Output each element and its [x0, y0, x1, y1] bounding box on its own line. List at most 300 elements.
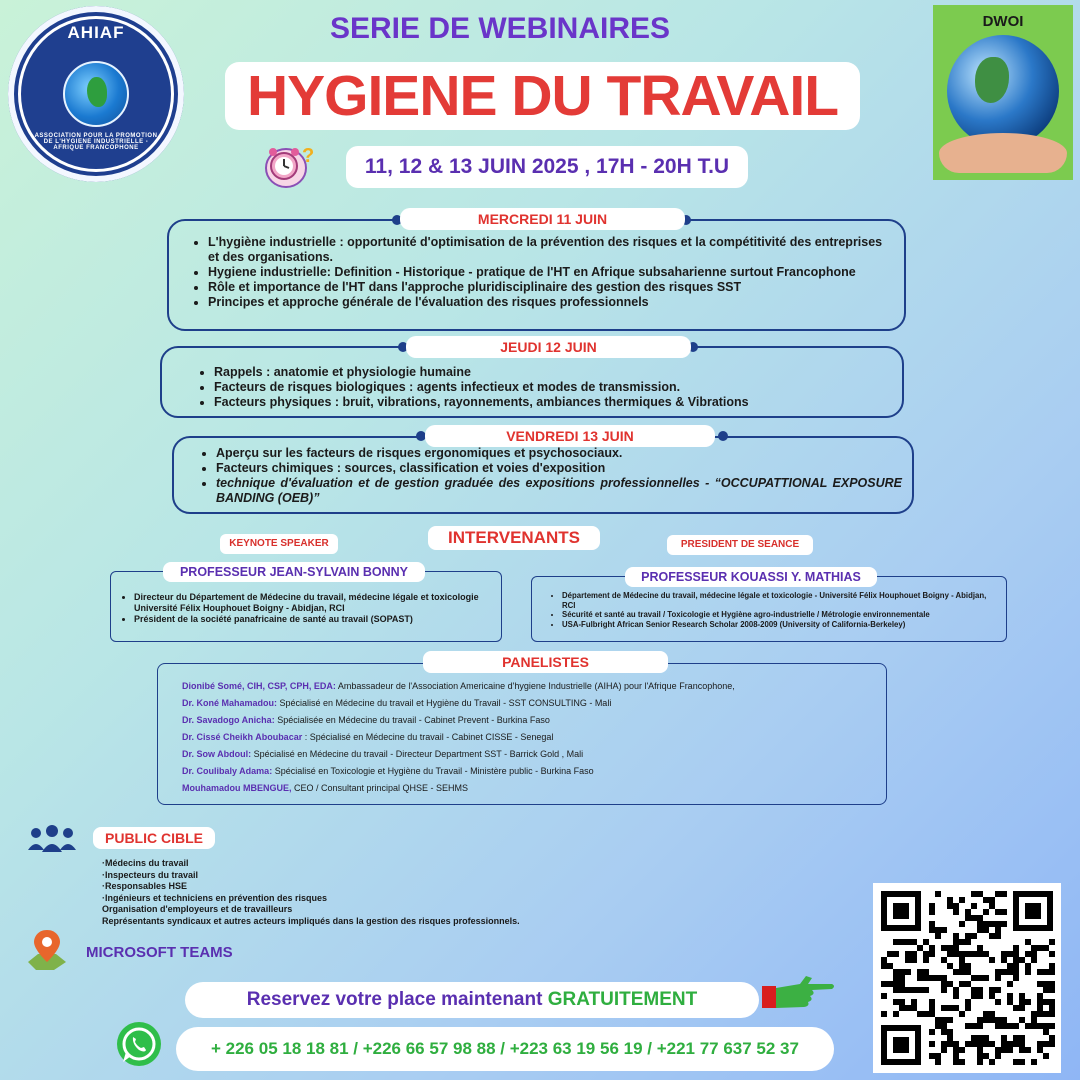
qr-module	[977, 951, 983, 957]
qr-module	[977, 927, 983, 933]
qr-module	[1031, 945, 1037, 951]
qr-module	[929, 1029, 935, 1035]
qr-module	[1007, 1041, 1013, 1047]
qr-module	[1001, 921, 1007, 927]
qr-module	[1013, 1059, 1019, 1065]
panel-member	[182, 765, 882, 777]
qr-module	[983, 897, 989, 903]
qr-module	[977, 1035, 983, 1041]
qr-module	[977, 915, 983, 921]
panel-member-desc: : Spécialisé en Médecine du travail - Cabinet CISSE - Senegal	[302, 732, 554, 742]
series-subtitle: SERIE DE WEBINAIRES	[329, 12, 671, 45]
keynote-tag: KEYNOTE SPEAKER	[220, 534, 338, 554]
qr-module	[1001, 891, 1007, 897]
qr-module	[941, 987, 947, 993]
qr-module	[971, 891, 977, 897]
qr-module	[1043, 1041, 1049, 1047]
qr-module	[989, 993, 995, 999]
qr-module	[1001, 1047, 1007, 1053]
qr-module	[929, 951, 935, 957]
qr-module	[935, 891, 941, 897]
qr-module	[1025, 999, 1031, 1005]
qr-module	[1001, 957, 1007, 963]
qr-module	[965, 963, 971, 969]
qr-module	[965, 909, 971, 915]
qr-module	[929, 1005, 935, 1011]
qr-module	[899, 975, 905, 981]
qr-module	[905, 939, 911, 945]
qr-module	[893, 951, 899, 957]
reserve-button[interactable]	[185, 982, 759, 1018]
reserve-text: Reservez votre place maintenant	[246, 989, 548, 1010]
qr-module	[1013, 945, 1019, 951]
qr-module	[983, 1011, 989, 1017]
qr-module	[929, 999, 935, 1005]
map-pin-icon	[26, 928, 68, 972]
panel-member-desc: Spécialisé en Toxicologie et Hygiène du Travail - Ministère public - Burkina Faso	[272, 766, 594, 776]
president-name: PROFESSEUR KOUASSI Y. MATHIAS	[625, 567, 877, 587]
qr-module	[995, 891, 1001, 897]
qr-module	[995, 975, 1001, 981]
panel-member	[182, 714, 882, 726]
qr-module	[1007, 999, 1013, 1005]
qr-module	[971, 903, 977, 909]
qr-module	[995, 1053, 1001, 1059]
qr-module	[1049, 951, 1055, 957]
qr-module	[947, 903, 953, 909]
dot-marker	[718, 431, 728, 441]
logo-ring-text: ASSOCIATION POUR LA PROMOTION DE L'HYGIENE INDUSTRIELLE - AFRIQUE FRANCOPHONE	[34, 133, 158, 151]
qr-module	[893, 999, 899, 1005]
qr-module	[1031, 1059, 1037, 1065]
qr-module	[1025, 1047, 1031, 1053]
qr-module	[911, 957, 917, 963]
day-label-wednesday: MERCREDI 11 JUIN	[400, 208, 685, 230]
qr-module	[1013, 975, 1019, 981]
alarm-clock-question-icon	[262, 140, 318, 192]
qr-module	[995, 1017, 1001, 1023]
qr-module	[911, 987, 917, 993]
logo-name: AHIAF	[67, 23, 125, 42]
qr-module	[1037, 981, 1043, 987]
qr-module	[977, 921, 983, 927]
qr-module	[1037, 1005, 1043, 1011]
qr-module	[935, 1059, 941, 1065]
qr-module	[1043, 1053, 1049, 1059]
qr-module	[1049, 1035, 1055, 1041]
list-item: • Rôle et importance de l'HT dans l'approche pluridisciplinaire des gestion des risques SST	[208, 280, 890, 295]
qr-module	[941, 1041, 947, 1047]
qr-module	[1025, 963, 1031, 969]
qr-module	[905, 969, 911, 975]
qr-module	[1007, 969, 1013, 975]
qr-module	[953, 1053, 959, 1059]
qr-module	[941, 945, 947, 951]
qr-module	[935, 927, 941, 933]
public-title: PUBLIC CIBLE	[93, 827, 215, 849]
qr-module	[983, 927, 989, 933]
day-label-thursday: JEUDI 12 JUIN	[406, 336, 691, 358]
qr-module	[1037, 1023, 1043, 1029]
qr-module	[1043, 987, 1049, 993]
panel-member-name: Mouhamadou MBENGUE,	[182, 783, 292, 793]
list-item: • USA-Fulbright African Senior Research Scholar 2008-2009 (University of California-Berkeley)	[562, 620, 1000, 630]
qr-module	[1007, 993, 1013, 999]
list-item: • technique d'évaluation et de gestion graduée des expositions professionnelles - “OCCUPATTIONAL EXPOSURE BANDING (OEB)”	[216, 476, 902, 506]
qr-module	[977, 1047, 983, 1053]
list-item: ·Inspecteurs du travail	[102, 869, 199, 880]
list-item: ·Ingénieurs et techniciens en prévention des risques	[102, 892, 328, 903]
day-items-friday	[194, 446, 902, 506]
qr-module	[983, 1035, 989, 1041]
whatsapp-icon	[115, 1020, 163, 1068]
qr-module	[1031, 951, 1037, 957]
hands-icon	[939, 133, 1067, 173]
qr-module	[929, 975, 935, 981]
panel-member	[182, 748, 882, 760]
qr-module	[911, 999, 917, 1005]
qr-module	[1013, 1035, 1019, 1041]
qr-module	[899, 987, 905, 993]
qr-module	[1001, 951, 1007, 957]
qr-module	[1049, 981, 1055, 987]
qr-module	[995, 1023, 1001, 1029]
qr-module	[965, 969, 971, 975]
qr-module	[1049, 1005, 1055, 1011]
qr-module	[995, 969, 1001, 975]
qr-module	[1025, 939, 1031, 945]
qr-module	[1037, 1047, 1043, 1053]
intervenants-title: INTERVENANTS	[428, 526, 600, 550]
qr-module	[1001, 1017, 1007, 1023]
qr-module	[1019, 1035, 1025, 1041]
qr-module	[983, 921, 989, 927]
event-dates: 11, 12 & 13 JUIN 2025 , 17H - 20H T.U	[364, 155, 730, 178]
qr-module	[947, 951, 953, 957]
qr-module	[989, 957, 995, 963]
qr-module	[983, 909, 989, 915]
qr-module	[1043, 1011, 1049, 1017]
reserve-free-text: GRATUITEMENT	[547, 989, 698, 1010]
qr-module	[959, 921, 965, 927]
qr-module	[971, 993, 977, 999]
qr-module	[1007, 1047, 1013, 1053]
qr-module	[977, 993, 983, 999]
pointing-hand-icon	[760, 970, 836, 1014]
qr-module	[923, 939, 929, 945]
qr-module	[947, 1029, 953, 1035]
qr-module	[893, 987, 899, 993]
qr-module	[947, 963, 953, 969]
qr-module	[965, 981, 971, 987]
panel-list	[182, 680, 882, 794]
qr-module	[947, 897, 953, 903]
qr-module	[1007, 981, 1013, 987]
qr-module	[935, 1023, 941, 1029]
qr-module	[923, 987, 929, 993]
qr-module	[1043, 999, 1049, 1005]
qr-module	[1001, 1041, 1007, 1047]
qr-module	[995, 1047, 1001, 1053]
qr-module	[977, 1017, 983, 1023]
qr-module	[1019, 1047, 1025, 1053]
qr-module	[881, 981, 887, 987]
qr-module	[965, 915, 971, 921]
qr-module	[1043, 969, 1049, 975]
qr-module	[1031, 1023, 1037, 1029]
day-items-thursday	[192, 365, 892, 410]
qr-module	[911, 1005, 917, 1011]
list-item: • Facteurs de risques biologiques : agents infectieux et modes de transmission.	[214, 380, 892, 395]
president-tag: PRESIDENT DE SEANCE	[667, 535, 813, 555]
qr-module	[965, 939, 971, 945]
qr-module	[947, 945, 953, 951]
list-item: • Hygiene industrielle: Definition - Historique - pratique de l'HT en Afrique subsaharienne surtout Francophone	[208, 265, 890, 280]
qr-module	[881, 963, 887, 969]
phone-numbers: + 226 05 18 18 81 / +226 66 57 98 88 / +223 63 19 56 19 / +221 77 637 52 37	[176, 1027, 834, 1071]
qr-module	[977, 945, 983, 951]
qr-module	[1013, 1005, 1019, 1011]
keynote-details	[120, 592, 492, 625]
qr-module	[893, 981, 899, 987]
qr-module	[947, 1017, 953, 1023]
panel-member-name: Dr. Sow Abdoul:	[182, 749, 252, 759]
qr-module	[971, 1035, 977, 1041]
qr-module	[959, 963, 965, 969]
list-item: • Aperçu sur les facteurs de risques ergonomiques et psychosociaux.	[216, 446, 902, 461]
qr-module	[947, 1005, 953, 1011]
qr-module	[1001, 909, 1007, 915]
panel-member-name: Dr. Cissé Cheikh Aboubacar	[182, 732, 303, 742]
qr-module	[965, 1023, 971, 1029]
qr-module	[971, 1041, 977, 1047]
list-item: Organisation d'employeurs et de travailleurs	[102, 904, 293, 915]
qr-module	[893, 969, 899, 975]
qr-module	[1013, 969, 1019, 975]
qr-module	[923, 975, 929, 981]
qr-module	[1049, 1041, 1055, 1047]
qr-module	[971, 933, 977, 939]
qr-module	[965, 951, 971, 957]
qr-module	[1019, 957, 1025, 963]
panel-member-desc: Ambassadeur de l'Association Americaine d'hygiene Industrielle (AIHA) pour l'Afrique Francophone,	[335, 681, 735, 691]
qr-module	[941, 927, 947, 933]
qr-module	[929, 945, 935, 951]
qr-module	[1019, 1059, 1025, 1065]
qr-module	[923, 951, 929, 957]
qr-module	[929, 1011, 935, 1017]
qr-module	[971, 915, 977, 921]
qr-module	[1019, 1005, 1025, 1011]
qr-module	[893, 975, 899, 981]
panel-member	[182, 697, 882, 709]
qr-module	[989, 987, 995, 993]
qr-module	[1007, 1023, 1013, 1029]
qr-module	[917, 969, 923, 975]
qr-module	[977, 1023, 983, 1029]
qr-module	[881, 993, 887, 999]
panel-member-name: Dr. Savadogo Anicha:	[182, 715, 275, 725]
qr-module	[965, 1041, 971, 1047]
panel-member	[182, 680, 882, 692]
qr-module	[953, 945, 959, 951]
qr-module	[989, 897, 995, 903]
qr-module	[1043, 981, 1049, 987]
qr-module	[911, 951, 917, 957]
qr-module	[941, 981, 947, 987]
list-item: ·Responsables HSE	[102, 881, 188, 892]
qr-module	[977, 891, 983, 897]
panel-member-name: Dr. Coulibaly Adama:	[182, 766, 273, 776]
qr-module	[953, 1047, 959, 1053]
qr-module	[947, 981, 953, 987]
qr-module	[947, 1041, 953, 1047]
earth-globe-icon	[947, 35, 1059, 147]
qr-module	[977, 975, 983, 981]
qr-module	[959, 957, 965, 963]
qr-module	[965, 999, 971, 1005]
qr-module	[983, 1017, 989, 1023]
qr-module	[929, 909, 935, 915]
qr-module	[983, 1053, 989, 1059]
qr-module	[1007, 951, 1013, 957]
qr-module	[1001, 1023, 1007, 1029]
qr-module	[965, 933, 971, 939]
qr-module	[1019, 1041, 1025, 1047]
qr-module	[887, 963, 893, 969]
public-list	[102, 858, 520, 928]
list-item: Représentants syndicaux et autres acteurs impliqués dans la gestion des risques professionnels.	[102, 915, 520, 926]
qr-module	[953, 951, 959, 957]
qr-module	[947, 1035, 953, 1041]
qr-module	[995, 927, 1001, 933]
panel-member-name: Dr. Koné Mahamadou:	[182, 698, 278, 708]
qr-module	[893, 1011, 899, 1017]
qr-module	[953, 1041, 959, 1047]
qr-module	[899, 981, 905, 987]
qr-module	[959, 1011, 965, 1017]
qr-module	[881, 957, 887, 963]
qr-module	[953, 987, 959, 993]
qr-module	[983, 975, 989, 981]
qr-module	[959, 969, 965, 975]
qr-module	[899, 939, 905, 945]
qr-module	[905, 951, 911, 957]
qr-module	[887, 981, 893, 987]
qr-module	[983, 951, 989, 957]
qr-module	[953, 993, 959, 999]
list-item: • Directeur du Département de Médecine du travail, médecine légale et toxicologie Université Félix Houphouet Boigny - Abidjan, RCI	[134, 592, 492, 614]
qr-module	[1019, 999, 1025, 1005]
day-label-friday: VENDREDI 13 JUIN	[425, 425, 715, 447]
qr-module	[1031, 1011, 1037, 1017]
qr-module	[881, 1011, 887, 1017]
qr-module	[929, 921, 935, 927]
qr-module	[989, 1041, 995, 1047]
qr-module	[1037, 1041, 1043, 1047]
qr-module	[1037, 1011, 1043, 1017]
qr-module	[959, 981, 965, 987]
date-banner	[346, 146, 748, 188]
qr-module	[929, 927, 935, 933]
qr-module	[935, 1017, 941, 1023]
qr-module	[959, 897, 965, 903]
qr-module	[935, 975, 941, 981]
qr-module	[1049, 963, 1055, 969]
qr-module	[1043, 945, 1049, 951]
qr-module	[989, 1011, 995, 1017]
qr-module	[923, 1011, 929, 1017]
list-item: • Rappels : anatomie et physiologie humaine	[214, 365, 892, 380]
qr-module	[1013, 957, 1019, 963]
panel-member	[182, 731, 882, 743]
qr-module	[1031, 1017, 1037, 1023]
qr-module	[899, 969, 905, 975]
qr-module	[995, 933, 1001, 939]
qr-module	[953, 939, 959, 945]
list-item: • Facteurs physiques : bruit, vibrations, rayonnements, ambiances thermiques & Vibrations	[214, 395, 892, 410]
qr-module	[923, 969, 929, 975]
qr-module	[899, 999, 905, 1005]
qr-module	[971, 975, 977, 981]
qr-module	[935, 933, 941, 939]
qr-module	[959, 951, 965, 957]
africa-globe-icon	[63, 61, 129, 127]
qr-module	[929, 903, 935, 909]
qr-module	[989, 903, 995, 909]
qr-code[interactable]	[873, 883, 1061, 1073]
qr-module	[1013, 1023, 1019, 1029]
qr-module	[941, 975, 947, 981]
qr-module	[989, 933, 995, 939]
qr-module	[959, 1059, 965, 1065]
qr-module	[953, 1059, 959, 1065]
qr-module	[977, 987, 983, 993]
qr-module	[1043, 1023, 1049, 1029]
people-group-icon	[26, 824, 78, 854]
qr-module	[983, 1041, 989, 1047]
qr-module	[917, 1011, 923, 1017]
qr-module	[953, 933, 959, 939]
panel-member-desc: CEO / Consultant principal QHSE - SEHMS	[291, 783, 469, 793]
qr-module	[1019, 1017, 1025, 1023]
panel-member-desc: Spécialisé en Médecine du travail et Hygiène du Travail - SST CONSULTING - Mali	[277, 698, 612, 708]
president-details	[548, 591, 1000, 629]
panel-member	[182, 782, 882, 794]
qr-module	[1013, 951, 1019, 957]
qr-module	[959, 939, 965, 945]
qr-module	[941, 1017, 947, 1023]
qr-module	[977, 1041, 983, 1047]
location-label: MICROSOFT TEAMS	[86, 944, 233, 961]
qr-module	[941, 1029, 947, 1035]
qr-module	[1001, 1035, 1007, 1041]
qr-module	[905, 1005, 911, 1011]
qr-module	[941, 1005, 947, 1011]
qr-module	[1025, 1023, 1031, 1029]
qr-module	[1049, 939, 1055, 945]
list-item: • Sécurité et santé au travail / Toxicologie et Hygiène agro-industrielle / Métrologie environnementale	[562, 610, 1000, 620]
day-items-wednesday	[186, 235, 890, 310]
list-item: ·Médecins du travail	[102, 858, 189, 868]
panel-member-name: Dionibé Somé, CIH, CSP, CPH, EDA:	[182, 681, 336, 691]
qr-module	[965, 1005, 971, 1011]
qr-module	[905, 957, 911, 963]
qr-module	[899, 1005, 905, 1011]
qr-module	[995, 999, 1001, 1005]
qr-module	[893, 939, 899, 945]
qr-module	[917, 987, 923, 993]
